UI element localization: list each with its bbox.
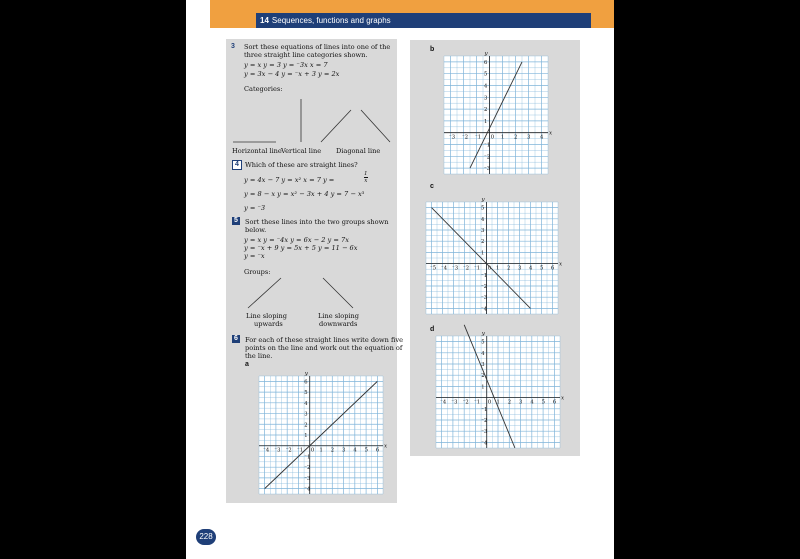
x-axis-label: x [549, 130, 553, 137]
x-tick-label: 6 [552, 399, 557, 406]
y-tick-label: ⁻1 [304, 454, 311, 461]
y-tick-label: 4 [481, 350, 485, 357]
q6-prompt-line3: the line. [245, 352, 273, 360]
x-tick-label: 1 [319, 447, 323, 454]
q4-number: 4 [232, 160, 242, 170]
q5-group-diagrams [226, 274, 397, 314]
diagonal-down-diagram [361, 110, 390, 142]
q3-prompt-line2: three straight line categories shown. [244, 51, 368, 59]
origin-label: 0 [487, 399, 492, 406]
x-tick-label: 4 [529, 265, 533, 272]
x-tick-label: ⁻3 [449, 134, 456, 141]
graph-a [253, 366, 393, 498]
q4-row3: y = ⁻3 [244, 204, 266, 212]
q4-fraction-denominator: x [364, 178, 368, 184]
x-tick-label: 4 [353, 447, 357, 454]
y-tick-label: ⁻3 [481, 429, 488, 436]
graph-c-label: c [430, 183, 434, 190]
x-tick-label: 4 [530, 399, 534, 406]
x-tick-label: ⁻1 [473, 399, 481, 406]
q6-number: 6 [232, 335, 240, 343]
x-tick-label: 4 [540, 134, 544, 141]
y-tick-label: ⁻3 [481, 295, 488, 302]
x-tick-label: ⁻1 [296, 447, 304, 454]
x-tick-label: 3 [527, 134, 531, 141]
x-axis-label: x [559, 261, 563, 268]
x-tick-label: ⁻4 [441, 265, 448, 272]
q4-row1: y = 4x − 7 y = x² x = 7 y = [244, 176, 335, 184]
chapter-title: Sequences, functions and graphs [271, 16, 391, 25]
y-tick-label: ⁻4 [304, 486, 311, 493]
q5-group-down-line2: downwards [319, 320, 358, 328]
textbook-page [186, 0, 614, 559]
home-indicator[interactable] [296, 551, 506, 555]
q5-prompt-line1: Sort these lines into the two groups shown [245, 218, 389, 226]
x-tick-label: ⁻4 [440, 399, 447, 406]
x-tick-label: 5 [540, 265, 544, 272]
y-tick-label: 1 [481, 384, 485, 391]
y-tick-label: ⁻2 [484, 154, 491, 161]
y-tick-label: 3 [484, 95, 488, 102]
x-tick-label: ⁻5 [430, 265, 437, 272]
x-tick-label: 3 [519, 399, 523, 406]
page-number-badge: 228 [196, 529, 216, 545]
y-tick-label: 2 [484, 107, 488, 114]
q5-row3: y = ⁻x [244, 252, 265, 260]
q3-equations-row1: y = x y = 3 y = ⁻3x x = 7 [244, 61, 328, 69]
q4-prompt: Which of these are straight lines? [245, 161, 358, 169]
q5-number: 5 [232, 217, 240, 225]
y-tick-label: 3 [304, 411, 308, 418]
x-tick-label: ⁻3 [274, 447, 281, 454]
q3-cat-horizontal: Horizontal line [232, 147, 282, 155]
x-tick-label: 5 [364, 447, 368, 454]
y-tick-label: 5 [484, 71, 488, 78]
chapter-number: 14 [260, 16, 269, 25]
x-tick-label: ⁻1 [474, 265, 481, 272]
x-axis-label: x [561, 395, 565, 402]
q3-equations-row2: y = 3x − 4 y = ⁻x + 3 y = 2x [244, 70, 340, 78]
y-tick-label: ⁻4 [481, 306, 488, 313]
x-tick-label: ⁻2 [463, 265, 470, 272]
y-tick-label: ⁻3 [484, 166, 491, 173]
y-tick-label: 4 [304, 400, 308, 407]
x-tick-label: 2 [507, 399, 512, 406]
graph-c [420, 192, 568, 318]
y-tick-label: ⁻2 [481, 418, 488, 424]
y-tick-label: 2 [481, 373, 485, 380]
graph-b-label: b [430, 46, 435, 53]
y-tick-label: 5 [304, 390, 308, 397]
x-tick-label: 5 [541, 399, 545, 406]
x-tick-label: ⁻2 [462, 399, 469, 406]
x-tick-label: 6 [551, 265, 555, 272]
sloping-down-diagram [323, 278, 353, 308]
sloping-up-diagram [248, 278, 281, 308]
q5-row1: y = x y = ⁻4x y = 6x − 2 y = 7x [244, 236, 349, 244]
y-tick-label: ⁻2 [481, 284, 488, 290]
graph-b [438, 46, 558, 178]
y-tick-label: 1 [304, 433, 308, 439]
q3-cat-vertical: Vertical line [281, 147, 322, 155]
y-tick-label: 6 [484, 59, 488, 66]
q5-group-up-line2: upwards [254, 320, 283, 328]
x-tick-label: 2 [507, 265, 511, 272]
x-tick-label: 3 [518, 265, 522, 272]
q4-fraction [364, 171, 368, 184]
y-tick-label: 6 [304, 379, 308, 386]
y-tick-label: 4 [481, 216, 485, 223]
q5-group-up-line1: Line sloping [246, 312, 287, 320]
x-axis-label: x [384, 443, 388, 450]
y-tick-label: 2 [481, 239, 485, 246]
x-tick-label: ⁻2 [285, 447, 292, 454]
x-tick-label: ⁻3 [451, 399, 458, 406]
y-tick-label: ⁻1 [481, 272, 488, 279]
y-tick-label: ⁻1 [484, 142, 491, 149]
q3-categories-label: Categories: [244, 85, 283, 93]
q4-row2: y = 8 − x y = x² − 3x + 4 y = 7 − x³ [244, 190, 365, 198]
q3-category-diagrams [226, 94, 397, 149]
x-tick-label: 6 [375, 447, 380, 454]
q5-groups-label: Groups: [244, 268, 271, 276]
q6-prompt-line2: points on the line and work out the equation of [245, 344, 403, 352]
x-tick-label: 1 [501, 134, 505, 141]
y-tick-label: 3 [481, 362, 485, 368]
q5-prompt-line2: below. [245, 226, 267, 234]
x-tick-label: 2 [514, 134, 518, 141]
y-tick-label: ⁻1 [481, 406, 488, 413]
q5-row2: y = ⁻x + 9 y = 5x + 5 y = 11 − 6x [244, 244, 358, 252]
y-axis-label: y [481, 197, 485, 203]
q6-prompt-line1: For each of these straight lines write down five [245, 336, 404, 344]
y-tick-label: ⁻4 [481, 440, 488, 447]
diagonal-up-diagram [321, 110, 351, 142]
q3-cat-diagonal: Diagonal line [336, 147, 381, 155]
y-tick-label: 1 [481, 250, 485, 257]
graph-a-label: a [245, 361, 249, 368]
y-tick-label: 5 [481, 339, 485, 346]
q3-prompt-line1: Sort these equations of lines into one of the [244, 43, 391, 51]
graph-d [430, 326, 570, 452]
x-tick-label: 1 [496, 399, 500, 406]
y-axis-label: y [304, 371, 308, 377]
x-tick-label: 2 [330, 447, 335, 454]
q3-number: 3 [231, 43, 235, 50]
x-tick-label: ⁻2 [462, 134, 469, 141]
y-axis-label: y [481, 331, 485, 337]
y-axis-label: y [484, 51, 488, 57]
right-graphs-panel [410, 40, 580, 456]
y-tick-label: 2 [304, 422, 308, 429]
left-exercise-panel [226, 39, 404, 503]
y-tick-label: 4 [484, 83, 488, 90]
origin-label: 0 [310, 447, 315, 454]
y-tick-label: 5 [481, 205, 485, 212]
origin-label: 0 [490, 134, 495, 141]
x-tick-label: ⁻3 [452, 265, 459, 272]
chapter-banner [210, 0, 614, 28]
y-tick-label: 3 [481, 228, 485, 234]
y-tick-label: ⁻2 [304, 465, 311, 472]
q4-fraction-numerator: 1 [364, 171, 368, 177]
chapter-title-bar [256, 13, 591, 28]
y-tick-label: ⁻3 [304, 475, 311, 482]
y-tick-label: 1 [484, 118, 488, 125]
x-tick-label: 3 [342, 447, 346, 454]
origin-label: 0 [487, 265, 492, 272]
x-tick-label: 1 [496, 265, 500, 272]
q5-group-down-line1: Line sloping [318, 312, 359, 320]
graph-d-label: d [430, 326, 435, 333]
x-tick-label: ⁻1 [475, 134, 482, 141]
x-tick-label: ⁻4 [263, 447, 270, 454]
